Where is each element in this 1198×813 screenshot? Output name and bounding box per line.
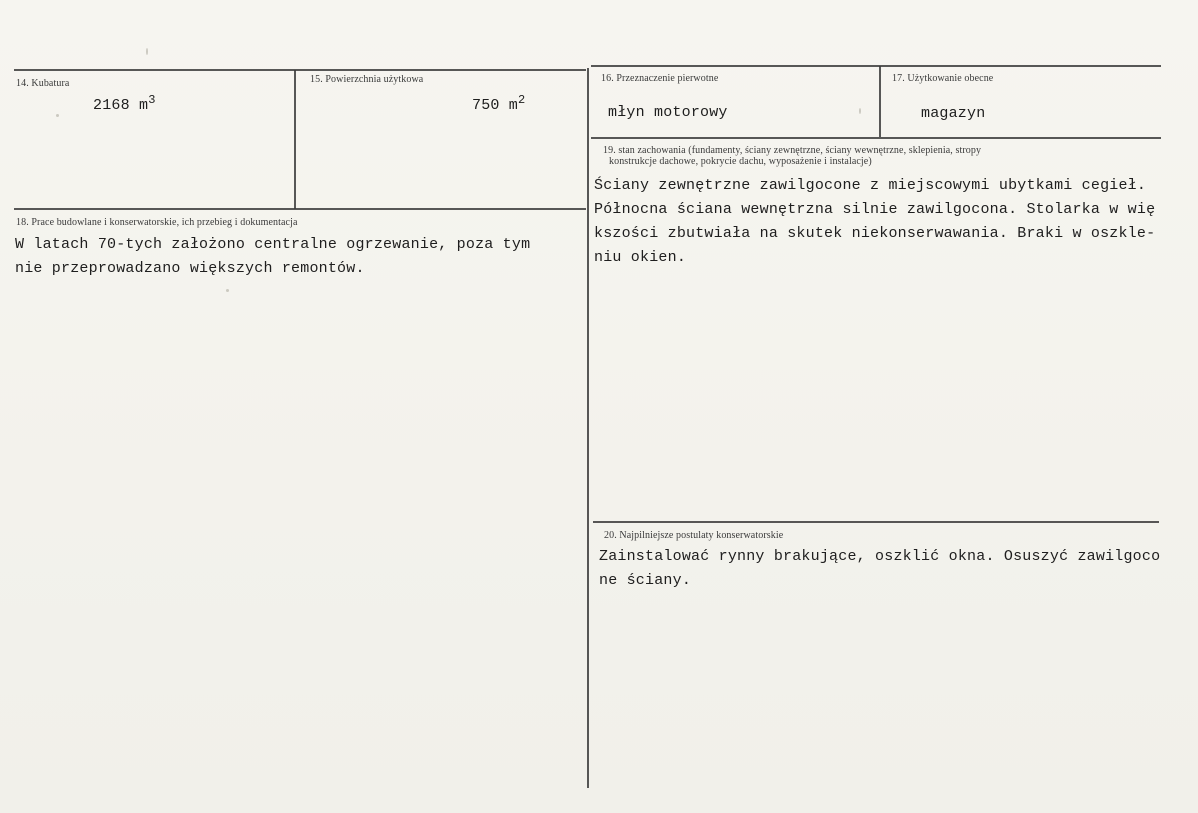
rule-postulaty bbox=[593, 521, 1159, 523]
center-divider bbox=[587, 68, 589, 788]
powierzchnia-value bbox=[472, 93, 526, 114]
powierzchnia-exponent: 2 bbox=[518, 93, 526, 107]
stan-line: niu okien. bbox=[594, 249, 687, 266]
stan-line: Ściany zewnętrzne zawilgocone z miejscowymi ubytkami cegieł. bbox=[594, 177, 1147, 194]
paper-speck bbox=[146, 48, 148, 55]
paper-speck bbox=[859, 108, 861, 114]
top-rule-left bbox=[14, 69, 586, 71]
stan-label-line1: 19. stan zachowania (fundamenty, ściany zewnętrzne, ściany wewnętrzne, sklepienia, stropy bbox=[603, 145, 982, 156]
prace-label: 18. Prace budowlane i konserwatorskie, ich przebieg i dokumentacja bbox=[16, 217, 298, 228]
powierzchnia-number: 750 m bbox=[472, 97, 519, 114]
prace-line: W latach 70-tych założono centralne ogrzewanie, poza tym bbox=[15, 236, 531, 253]
powierzchnia-label: 15. Powierzchnia użytkowa bbox=[310, 74, 424, 85]
prace-line: nie przeprowadzano większych remontów. bbox=[15, 260, 365, 277]
stan-label-line2: konstrukcje dachowe, pokrycie dachu, wyposażenie i instalacje) bbox=[609, 156, 872, 167]
prace-text bbox=[15, 233, 530, 281]
paper-speck bbox=[226, 289, 229, 292]
przeznaczenie-value: młyn motorowy bbox=[608, 104, 728, 121]
postulaty-label: 20. Najpilniejsze postulaty konserwatorskie bbox=[604, 530, 784, 541]
stan-line: Północna ściana wewnętrzna silnie zawilgocona. Stolarka w wię bbox=[594, 201, 1156, 218]
stan-text bbox=[594, 174, 1155, 270]
kubatura-label: 14. Kubatura bbox=[16, 78, 70, 89]
uzytkowanie-label: 17. Użytkowanie obecne bbox=[892, 73, 994, 84]
divider-16-17 bbox=[879, 66, 881, 137]
stan-line: kszości zbutwiała na skutek niekonserwawania. Braki w oszkle- bbox=[594, 225, 1156, 242]
kubatura-value bbox=[93, 93, 156, 114]
divider-14-15 bbox=[294, 70, 296, 209]
kubatura-number: 2168 m bbox=[93, 97, 149, 114]
rule-row2-left bbox=[14, 208, 586, 210]
postulaty-line: Zainstalować rynny brakujące, oszklić okna. Osuszyć zawilgoco bbox=[599, 548, 1161, 565]
rule-row2-right bbox=[591, 137, 1161, 139]
uzytkowanie-value: magazyn bbox=[921, 105, 986, 122]
postulaty-text bbox=[599, 545, 1160, 593]
paper-speck bbox=[56, 114, 59, 117]
postulaty-line: ne ściany. bbox=[599, 572, 692, 589]
top-rule-right bbox=[591, 65, 1161, 67]
kubatura-exponent: 3 bbox=[148, 93, 156, 107]
przeznaczenie-label: 16. Przeznaczenie pierwotne bbox=[601, 73, 719, 84]
